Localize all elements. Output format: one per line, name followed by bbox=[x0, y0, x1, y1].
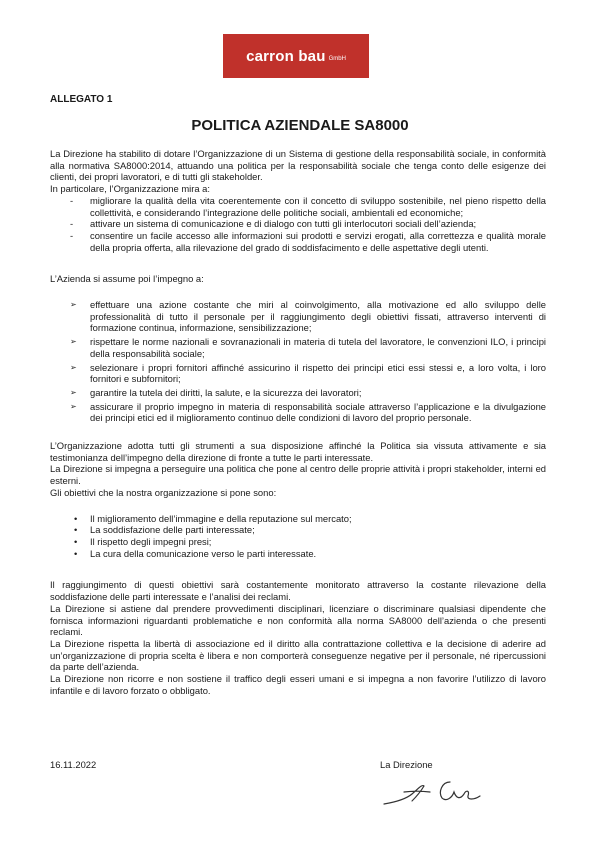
list-item: ➢ garantire la tutela dei diritti, la salute, e la sicurezza dei lavoratori; bbox=[50, 387, 546, 399]
list-item: - attivare un sistema di comunicazione e di dialogo con tutti gli interlocutori sociali dell’azienda; bbox=[50, 218, 546, 230]
objectives-lead: Gli obiettivi che la nostra organizzazione si pone sono: bbox=[50, 486, 277, 498]
organization-paragraph-2: La Direzione si impegna a perseguire una politica che pone al centro delle proprie attività i propri stakeholder, interni ed esterni. bbox=[50, 463, 546, 487]
list-item: • Il rispetto degli impegni presi; bbox=[50, 536, 546, 548]
handwritten-signature bbox=[382, 772, 492, 808]
list-item: ➢ effettuare una azione costante che miri al coinvolgimento, alla motivazione ed allo sviluppo delle professionalità di tutto il personale per il raggiungimento degli obiettivi fissati, attraverso interventi di formazione continua, informazione, sensibilizzazione; bbox=[50, 299, 546, 334]
list-item: ➢ rispettare le norme nazionali e sovranazionali in materia di tutela del lavoratore, le convenzioni ILO, i principi della responsabilità sociale; bbox=[50, 336, 546, 359]
list-item: • Il miglioramento dell’immagine e della reputazione sul mercato; bbox=[50, 513, 546, 525]
closing-paragraph: Il raggiungimento di questi obiettivi sarà costantemente monitorato attraverso la costante rilevazione della soddisfazione delle parti interessate e l’analisi dei reclami. bbox=[50, 579, 546, 603]
intro-paragraph: La Direzione ha stabilito di dotare l’Organizzazione di un Sistema di gestione della responsabilità sociale, in conformità alla normativa SA8000:2014, attuando una politica per la responsabilità sociale che tenga conto delle esigenze dei clienti, dei propri lavoratori, e di tutti gli stakeholder. bbox=[50, 148, 546, 183]
intro-lead: In particolare, l’Organizzazione mira a: bbox=[50, 183, 210, 195]
logo-name: carron bau bbox=[246, 47, 326, 65]
commitments-lead: L’Azienda si assume poi l’impegno a: bbox=[50, 273, 204, 285]
list-item: ➢ selezionare i propri fornitori affinché assicurino il rispetto dei principi etici essi stessi e, a loro volta, i loro fornitori e subfornitori; bbox=[50, 362, 546, 385]
logo-suffix: GmbH bbox=[328, 55, 346, 62]
annex-label: ALLEGATO 1 bbox=[50, 94, 113, 105]
list-item: • La cura della comunicazione verso le parti interessate. bbox=[50, 548, 546, 560]
organization-paragraph-1: L’Organizzazione adotta tutti gli strumenti a sua disposizione affinché la Politica sia vissuta attivamente e sia testimonianza dell’impegno della direzione di fronte a tutte le parti interessate. bbox=[50, 440, 546, 463]
document-body bbox=[50, 148, 546, 696]
document-title: POLITICA AZIENDALE SA8000 bbox=[191, 117, 409, 134]
list-item: • La soddisfazione delle parti interessate; bbox=[50, 524, 546, 536]
closing-paragraph: La Direzione si astiene dal prendere provvedimenti disciplinari, licenziare o discriminare qualsiasi dipendente che fornisca informazioni riguardanti problematiche e non conformità alla norma SA8000 dell’azienda o che presenti reclami. bbox=[50, 602, 546, 638]
closing-paragraph: La Direzione non ricorre e non sostiene il traffico degli esseri umani e si impegna a non favorire l’utilizzo di lavoro infantile e di lavoro forzato o obbligato. bbox=[50, 673, 546, 696]
list-item: - consentire un facile accesso alle informazioni sui prodotti e servizi erogati, alla correttezza e qualità morale della propria offerta, alla rilevazione del grado di soddisfacimento e delle aspettative degli utenti. bbox=[50, 230, 546, 253]
document-date: 16.11.2022 bbox=[50, 759, 97, 770]
objectives-list bbox=[50, 513, 546, 560]
list-item: ➢ assicurare il proprio impegno in materia di responsabilità sociale attraverso l’applicazione e la divulgazione dei principi etici ed il miglioramento continuo delle condizioni di lavoro del proprio personale. bbox=[50, 401, 546, 424]
intro-list bbox=[50, 195, 546, 254]
company-logo bbox=[223, 34, 369, 78]
closing-paragraph: La Direzione rispetta la libertà di associazione ed il diritto alla contrattazione collettiva e la decisione di aderire ad un’organizzazione di propria scelta è libera e non comporterà conseguenze negative per il personale, né ripercussioni da parte dell’azienda. bbox=[50, 637, 546, 673]
list-item: - migliorare la qualità della vita coerentemente con il concetto di sviluppo sostenibile, nel pieno rispetto della collettività, e considerando l’integrazione delle politiche sociali, ambientali ed economiche; bbox=[50, 195, 546, 218]
signatory-label: La Direzione bbox=[380, 759, 433, 770]
commitments-list bbox=[50, 299, 546, 424]
